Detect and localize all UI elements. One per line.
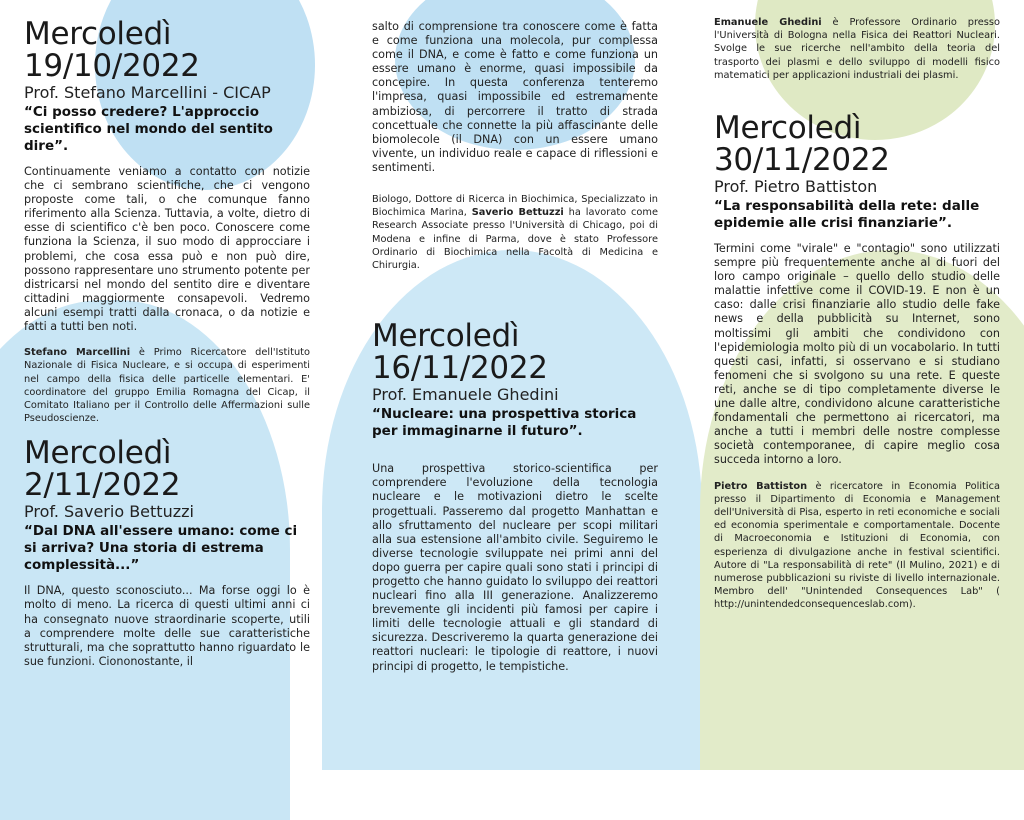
event-title: “Dal DNA all'essere umano: come ci si arriva? Una storia di estrema complessità...” (24, 523, 298, 574)
event-2-11 (24, 437, 310, 669)
speaker-bio (714, 480, 1000, 612)
bio-name: Emanuele Ghedini (714, 17, 822, 28)
event-title: “Nucleare: una prospettiva storica per immaginarne il futuro”. (372, 406, 637, 440)
event-day: Mercoledì (372, 318, 520, 355)
bio-post: ha lavorato come Research Associate presso l'Università di Chicago, poi di Modena e infine di Parma, dove è stato Professore Ordinario di Biochimica nella Facoltà di Medicina e Chirurgia. (372, 207, 658, 272)
event-description-continued: salto di comprensione tra conoscere come è fatta e come funziona una molecola, pur complessa come il DNA, e come è fatto e come funziona un essere umano è enorme, quasi impossibile da concepire. In questa conferenza tenteremo l'impresa, quasi impossibile ed estremamente ambiziosa, di percorrere il tratto di strada concettuale che connette la più affascinante delle biomolecole (il DNA) con un essere umano vivente, un individuo reale e capace di riflessioni e sentimenti. (372, 20, 658, 174)
event-speaker: Prof. Pietro Battiston (714, 177, 878, 197)
bio-name: Stefano Marcellini (24, 347, 131, 359)
event-date: 16/11/2022 (372, 350, 548, 387)
event-description: Continuamente veniamo a contatto con notizie che ci sembrano scientifiche, che ci vengono proposte come tali, o che comunque fanno riferimento alla Scienza. Tuttavia, a volte, dietro di esse di scientifico c'è ben poco. Conoscere come funziona la Scienza, il suo modo di approcciare i problemi, che cosa essa può e non può dire, possono rappresentare uno strumento potente per districarsi nel mondo del sentito dire e diventare cittadini maggiormente consapevoli. Vedremo alcuni esempi tratti dalla cronaca, o da notizie e fatti a tutti ben noti. (24, 165, 310, 334)
middle-column (372, 0, 658, 674)
bio-name: Pietro Battiston (714, 480, 808, 492)
speaker-bio (372, 193, 658, 272)
event-title: “Ci posso credere? L'approccio scientifico nel mondo del sentito dire”. (24, 104, 273, 154)
event-16-11 (372, 320, 658, 673)
event-date: 19/10/2022 (24, 48, 200, 84)
event-speaker: Prof. Saverio Bettuzzi (24, 502, 194, 522)
event-date: 30/11/2022 (714, 142, 890, 179)
event-date: 2/11/2022 (24, 467, 181, 504)
left-column (24, 0, 310, 669)
event-description: Termini come "virale" e "contagio" sono utilizzati sempre più frequentemente anche al di fuori del loro campo originale – quello dello studio delle malattie infettive come il COVID-19. E non è un caso: dalle crisi finanziarie allo studio delle fake news e della pubblicità su Internet, sono moltissimi gli ambiti che condividono con l'epidemiologia molto più di un vocabolario. In tutti questi casi, infatti, si osservano e si studiano fenomeni che si svolgono su una rete. E queste reti, anche se di tipo completamente diverse le une dalle altre, condividono alcune caratteristiche fondamentali che permettono ai ricercatori, ma anche a tutti i membri delle nostre complesse società contemporanee, di capire meglio cosa succeda intorno a loro. (714, 242, 1000, 467)
event-description: Il DNA, questo sconosciuto... Ma forse oggi lo è molto di meno. La ricerca di questi ultimi anni ci ha consegnato nuove straordinarie scoperte, utili a comprendere molte delle sue caratteristiche strutturali, ma che soprattutto hanno riguardato le sue funzioni. Ciononostante, il (24, 584, 310, 668)
event-day: Mercoledì (24, 16, 172, 52)
bio-name: Saverio Bettuzzi (471, 207, 564, 219)
event-day: Mercoledì (714, 110, 862, 147)
bio-pre: Biologo, Dottore di Ricerca in Biochimica, Specializzato in Biochimica Marina, (372, 194, 658, 219)
bio-text: è ricercatore in Economia Politica presso il Dipartimento di Economia e Management dell'Università di Pisa, esperto in reti economiche e sociali ed economia sperimentale e comportamentale. Docente di Macroeconomia e Istituzioni di Economia, con esperienza di divulgazione anche in festival scientifici. Autore di "La responsabilità di rete" (Il Mulino, 2021) e di numerose pubblicazioni su riviste di livello internazionale. Membro dell' "Unintended Consequences Lab" ( http://unintendedconsequenceslab.com). (714, 480, 1000, 611)
event-day: Mercoledì (24, 435, 172, 472)
right-column (714, 0, 1000, 612)
speaker-bio (24, 346, 310, 425)
bio-text: è Professore Ordinario presso l'Università di Bologna nella Fisica dei Reattori Nucleari. Svolge le sue ricerche nell'ambito della teoria del trasporto dei plasmi e dello sviluppo di modelli fisico matematici per applicazioni industriali dei plasmi. (714, 17, 1000, 81)
event-speaker: Prof. Stefano Marcellini - CICAP (24, 83, 271, 102)
event-description: Una prospettiva storico-scientifica per comprendere l'evoluzione della tecnologia nucleare e le motivazioni dietro le scelte progettuali. Passeremo dal progetto Manhattan e allo sfruttamento del nucleare per scopi militari alla sua estensione all'ambito civile. Seguiremo le diverse tecnologie sviluppate nei primi anni del dopo guerra per capire quali sono stati i principi di progetto che hanno guidato lo sviluppo dei reattori nucleari fino alla III generazione. Analizzeremo brevemente gli incidenti più famosi per capire i limiti delle tecnologie attuali e gli standard di sicurezza. Descriveremo la quarta generazione dei reattori nucleari: le tipologie di reattore, i nuovi principi di progetto, le tempistiche. (372, 462, 658, 673)
bio-text: è Primo Ricercatore dell'Istituto Nazionale di Fisica Nucleare, e si occupa di esperimenti nel campo della fisica delle particelle elementari. E' coordinatore del gruppo Emilia Romagna del Cicap, il Comitato Italiano per il Controllo delle Affermazioni sulle Pseudoscienze. (24, 347, 310, 425)
event-30-11 (714, 112, 1000, 612)
event-19-10 (24, 18, 310, 425)
event-speaker: Prof. Emanuele Ghedini (372, 385, 559, 405)
speaker-bio (714, 16, 1000, 82)
event-title: “La responsabilità della rete: dalle epidemie alle crisi finanziarie”. (714, 198, 980, 232)
